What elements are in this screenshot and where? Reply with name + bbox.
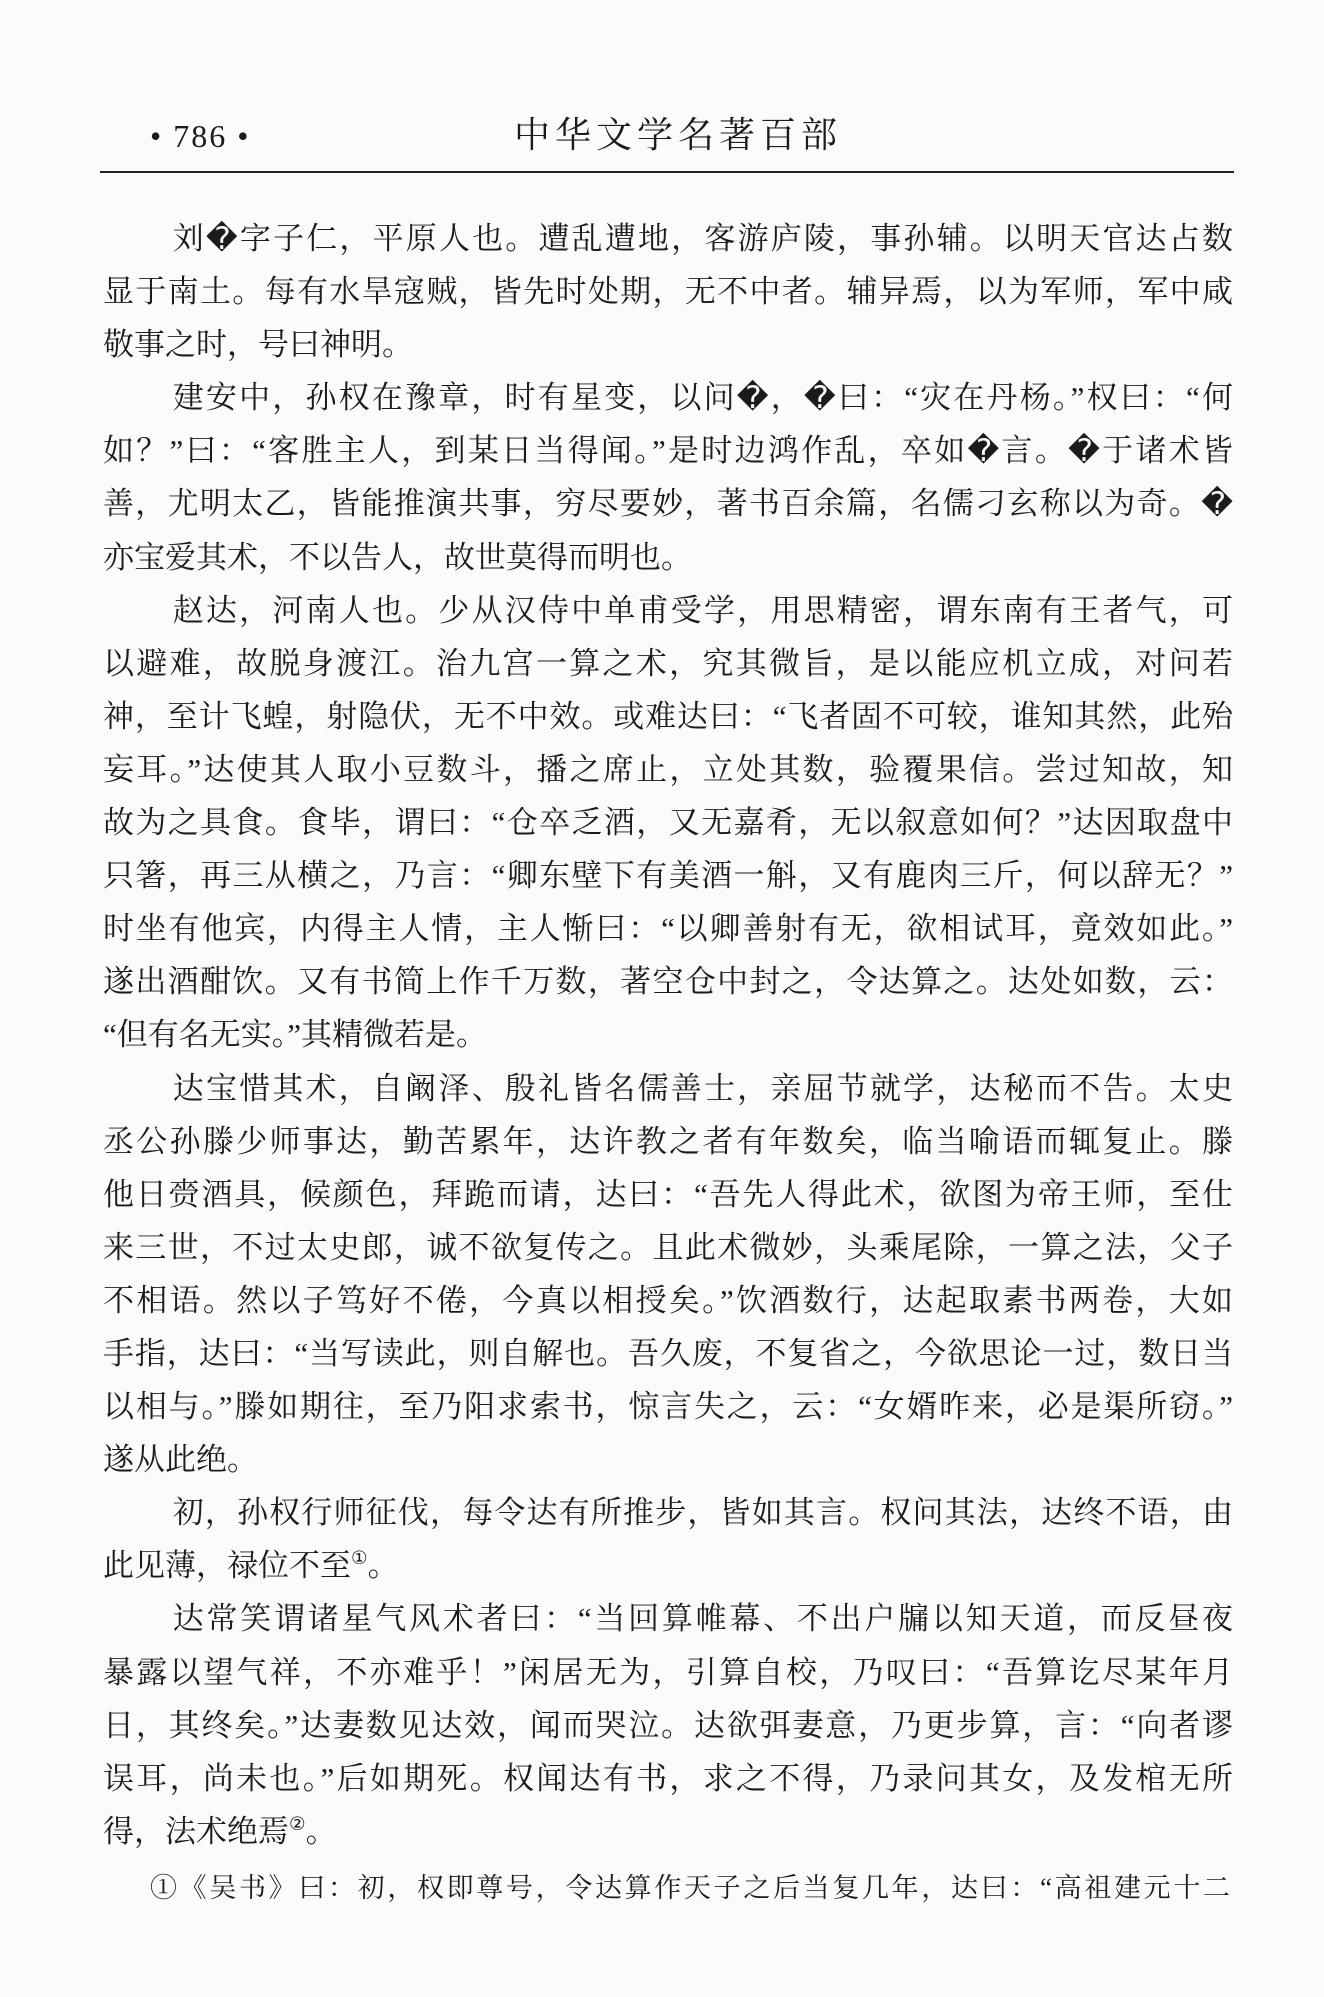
- footnote-marker: ②: [289, 1813, 306, 1835]
- main-text: [103, 212, 1233, 1858]
- page-number: • 786 •: [150, 118, 251, 154]
- paragraph: [103, 1062, 1233, 1487]
- text-line: 神，至计飞蝗，射隐伏，无不中效。或难达曰：“飞者固不可较，谁知其然，此殆: [103, 698, 1233, 734]
- text-line: [103, 1805, 1233, 1858]
- line-text: 此见薄，禄位不至: [103, 1548, 351, 1584]
- text-line: 手指，达曰：“当写读此，则自解也。吾久废，不复省之，今欲思论一过，数日当: [103, 1335, 1233, 1371]
- text-line: 只箸，再三从横之，乃言：“卿东壁下有美酒一斛，又有鹿肉三斤，何以辞无？”: [103, 858, 1233, 894]
- text-line: 赵达，河南人也。少从汉侍中单甫受学，用思精密，谓东南有王者气，可: [172, 592, 1233, 628]
- text-line: 达宝惜其术，自阚泽、殷礼皆名儒善士，亲屈节就学，达秘而不告。太史: [172, 1070, 1233, 1106]
- text-line: 善，尤明太乙，皆能推演共事，穷尽要妙，著书百余篇，名儒刁玄称以为奇。�: [103, 486, 1233, 522]
- text-line: 以相与。”滕如期往，至乃阳求索书，惊言失之，云：“女婿昨来，必是渠所窃。”: [103, 1389, 1233, 1425]
- text-line: 如？”曰：“客胜主人，到某日当得闻。”是时边鸿作乱，卒如�言。�于诸术皆: [103, 433, 1233, 469]
- text-line: 故为之具食。食毕，谓曰：“仓卒乏酒，又无嘉肴，无以叙意如何？”达因取盘中: [103, 805, 1233, 841]
- text-line: 敬事之时，号曰神明。: [103, 327, 413, 363]
- text-line: 误耳，尚未也。”后如期死。权闻达有书，求之不得，乃录问其女，及发棺无所: [103, 1760, 1233, 1796]
- text-line: 以避难，故脱身渡江。治九宫一算之术，究其微旨，是以能应机立成，对问若: [103, 645, 1233, 681]
- paragraph: [103, 1486, 1233, 1592]
- paragraph: [103, 371, 1233, 583]
- footnote-marker: ①: [351, 1548, 368, 1570]
- text-line: 刘�字子仁，平原人也。遭乱遭地，客游庐陵，事孙辅。以明天官达占数: [172, 221, 1233, 256]
- text-line: [103, 1539, 1233, 1592]
- text-line: 达常笑谓诸星气风术者曰：“当回算帷幕、不出户牖以知天道，而反昼夜: [172, 1601, 1233, 1637]
- text-line: 建安中，孙权在豫章，时有星变，以问�，�曰：“灾在丹杨。”权曰：“何: [172, 380, 1233, 416]
- text-line: 时坐有他宾，内得主人情，主人惭曰：“以卿善射有无，欲相试耳，竟效如此。”: [103, 911, 1233, 947]
- text-line: 亦宝爱其术，不以告人，故世莫得而明也。: [103, 539, 692, 575]
- text-line: 暴露以望气祥，不亦难乎！”闲居无为，引算自校，乃叹曰：“吾算讫尽某年月: [103, 1654, 1233, 1690]
- header-rule: [100, 171, 1234, 173]
- paragraph: [103, 1592, 1233, 1857]
- book-title: 中华文学名著百部: [514, 115, 843, 155]
- text-line: 妄耳。”达使其人取小豆数斗，播之席止，立处其数，验覆果信。尝过知故，知: [103, 751, 1233, 787]
- text-line: 来三世，不过太史郎，诚不欲复传之。且此术微妙，头乘尾除，一算之法，父子: [103, 1229, 1233, 1265]
- text-line: 遂出酒酣饮。又有书简上作千万数，著空仓中封之，令达算之。达处如数，云：: [103, 964, 1233, 1000]
- line-text: 。: [367, 1548, 399, 1584]
- text-line: 遂从此绝。: [103, 1442, 258, 1478]
- text-line: 不相语。然以子笃好不倦，今真以相授矣。”饮酒数行，达起取素书两卷，大如: [103, 1282, 1233, 1318]
- text-line: “但有名无实。”其精微若是。: [103, 1017, 488, 1053]
- paragraph: [103, 212, 1233, 371]
- text-line: 初，孙权行师征伐，每令达有所推步，皆如其言。权问其法，达终不语，由: [172, 1495, 1233, 1531]
- line-text: 。: [305, 1813, 337, 1849]
- text-line: 他日赍酒具，候颜色，拜跪而请，达曰：“吾先人得此术，欲图为帝王师，至仕: [103, 1176, 1233, 1212]
- footnote: [150, 1862, 1230, 1915]
- text-line: 显于南土。每有水旱寇贼，皆先时处期，无不中者。辅异焉，以为军师，军中咸: [103, 274, 1233, 310]
- line-text: 得，法术绝焉: [103, 1813, 289, 1849]
- footnote-line: ①《吴书》曰：初，权即尊号，令达算作天子之后当复几年，达曰：“高祖建元十二: [150, 1873, 1230, 1903]
- text-line: 丞公孙滕少师事达，勤苦累年，达许教之者有年数矣，临当喻语而辄复止。滕: [103, 1123, 1233, 1159]
- paragraph: [103, 584, 1233, 1062]
- text-line: 日，其终矣。”达妻数见达效，闻而哭泣。达欲弭妻意，乃更步算，言：“向者谬: [103, 1707, 1233, 1743]
